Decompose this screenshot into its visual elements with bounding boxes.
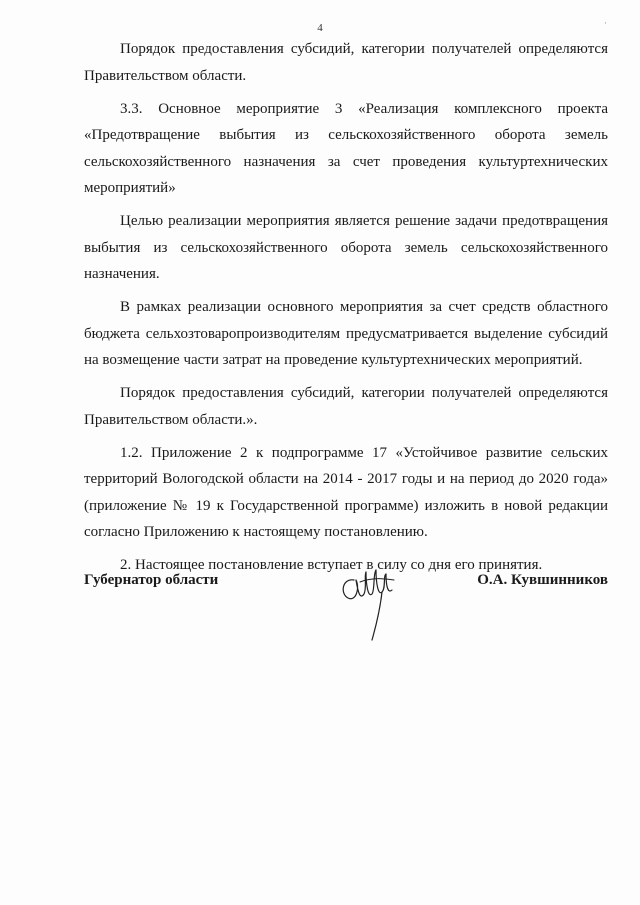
page-number: 4	[317, 22, 323, 34]
paragraph-subsidy-procedure: Порядок предоставления субсидий, категории получателей определяются Правительством области.	[84, 41, 608, 84]
paragraph-activity-goal: Целью реализации мероприятия является решение задачи предотвращения выбытия из сельскохозяйственного оборота земель сельскохозяйственного назначения.	[84, 213, 608, 282]
signature-block	[84, 548, 608, 658]
paragraph-subsidy-procedure-end: Порядок предоставления субсидий, категории получателей определяются Правительством области.».	[84, 385, 608, 428]
paragraph-effective-date: 2. Настоящее постановление вступает в силу со дня его принятия.	[120, 557, 543, 573]
paragraph-appendix-2: 1.2. Приложение 2 к подпрограмме 17 «Устойчивое развитие сельских территорий Вологодской области на 2014 - 2017 годы и на период до 2020 года» (приложение № 19 к Государственной программе) изложить в новой редакции согласно Приложению к настоящему постановлению.	[84, 444, 608, 540]
paragraph-main-activity-3: 3.3. Основное мероприятие 3 «Реализация комплексного проекта «Предотвращение выбытия из сельскохозяйственного оборота земель сельскохозяйственного назначения за счет проведения культуртехнических мероприятий»	[84, 100, 608, 196]
scan-mark: ·	[604, 18, 607, 28]
document-body	[84, 36, 608, 585]
signer-name: О.А. Кувшинников	[477, 572, 608, 588]
signer-title: Губернатор области	[84, 572, 219, 588]
paragraph-budget-subsidies: В рамках реализации основного мероприятия за счет средств областного бюджета сельхозтоваропроизводителям предусматривается выделение субсидий на возмещение части затрат на проведение культуртехнических мероприятий.	[84, 299, 608, 368]
handwritten-signature	[336, 550, 406, 642]
